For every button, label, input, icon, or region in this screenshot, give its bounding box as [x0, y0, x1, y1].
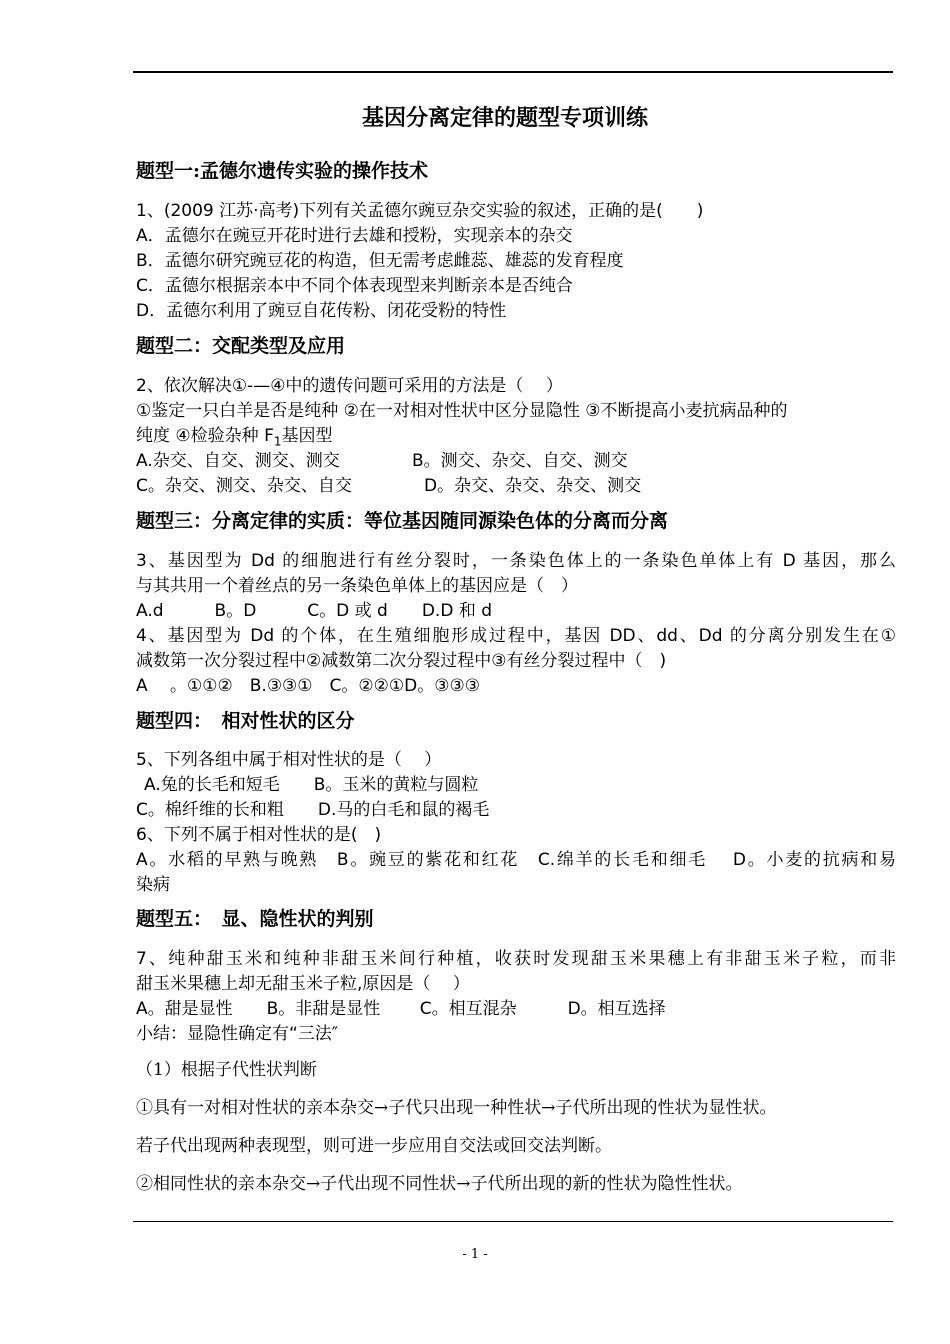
- question-2-items-line-1: ①鉴定一只白羊是否是纯种 ②在一对相对性状中区分显隐性 ③不断提高小麦抗病品种的: [136, 401, 788, 421]
- question-1-option-a: A．孟德尔在豌豆开花时进行去雄和授粉，实现亲本的杂交: [136, 226, 573, 246]
- question-5-stem: 5、下列各组中属于相对性状的是（ ）: [136, 750, 442, 770]
- page-number: - 1 -: [462, 1247, 488, 1262]
- summary-heading: 小结：显隐性确定有“三法″: [136, 1024, 339, 1044]
- question-2-option-c: C。杂交、测交、杂交、自交: [136, 476, 352, 496]
- section-heading-5: 题型五： 显、隐性状的判别: [136, 908, 374, 930]
- header-rule: [133, 71, 893, 73]
- question-3-stem-line-1: 3、基因型为 Dd 的细胞进行有丝分裂时，一条染色体上的一条染色单体上有 D 基因，那么: [136, 551, 896, 571]
- question-7-stem-line-1: 7、纯种甜玉米和纯种非甜玉米间行种植，收获时发现甜玉米果穗上有非甜玉米子粒，而非: [136, 949, 896, 969]
- question-3-options: A.d B。D C。D 或 d D.D 和 d: [136, 601, 493, 621]
- question-7-stem-line-2: 甜玉米果穗上却无甜玉米子粒,原因是（ ）: [136, 974, 470, 994]
- summary-rule-2: ②相同性状的亲本杂交→子代出现不同性状→子代所出现的新的性状为隐性性状。: [136, 1174, 743, 1194]
- question-2-option-d: D。杂交、杂交、杂交、测交: [424, 476, 642, 496]
- question-4-stem-line-1: 4、基因型为 Dd 的个体，在生殖细胞形成过程中，基因 DD、dd、Dd 的分离分别发生在①: [136, 626, 896, 646]
- question-1-option-b: B．孟德尔研究豌豆花的构造，但无需考虑雌蕊、雄蕊的发育程度: [136, 251, 624, 271]
- summary-point-1-title: （1）根据子代性状判断: [136, 1060, 317, 1080]
- question-6-options: A。水稻的早熟与晚熟 B。豌豆的紫花和红花 C.绵羊的长毛和细毛 D。小麦的抗病和易: [136, 850, 896, 870]
- question-2-stem: 2、依次解决①-—④中的遗传问题可采用的方法是（ ）: [136, 376, 563, 396]
- question-2-items-tail: 基因型: [281, 426, 333, 446]
- question-2-option-a: A.杂交、自交、测交、测交: [136, 451, 340, 471]
- question-7-options: A。甜是显性 B。非甜是显性 C。相互混杂 D。相互选择: [136, 999, 666, 1019]
- page-title: 基因分离定律的题型专项训练: [361, 105, 648, 131]
- question-4-stem-line-2: 减数第一次分裂过程中②减数第二次分裂过程中③有丝分裂过程中（ ): [136, 651, 667, 671]
- question-2-items-text: 纯度 ④检验杂种: [136, 426, 259, 446]
- summary-rule-1: ①具有一对相对性状的亲本杂交→子代只出现一种性状→子代所出现的性状为显性状。: [136, 1098, 777, 1118]
- question-5-options-cd: C。棉纤维的长和粗 D.马的白毛和鼠的褐毛: [136, 800, 490, 820]
- question-3-stem-line-2: 与其共用一个着丝点的另一条染色单体上的基因应是（ ）: [136, 576, 578, 596]
- question-1-option-c: C．孟德尔根据亲本中不同个体表现型来判断亲本是否纯合: [136, 276, 573, 296]
- question-6-options-wrap: 染病: [136, 875, 170, 895]
- question-4-options: A 。①①② B.③③① C。②②①D。③③③: [136, 676, 480, 696]
- footer-rule: [133, 1221, 893, 1222]
- section-heading-3: 题型三：分离定律的实质：等位基因随同源染色体的分离而分离: [136, 510, 669, 532]
- question-5-options-ab: A.兔的长毛和短毛 B。玉米的黄粒与圆粒: [144, 775, 479, 795]
- section-heading-4: 题型四： 相对性状的区分: [136, 710, 355, 732]
- question-6-stem: 6、下列不属于相对性状的是( ): [136, 825, 382, 845]
- f1-symbol: $F_1$: [264, 426, 282, 449]
- section-heading-1: 题型一:孟德尔遗传实验的操作技术: [136, 160, 429, 182]
- question-2-option-b: B。测交、杂交、自交、测交: [412, 451, 628, 471]
- question-1-option-d: D．孟德尔利用了豌豆自花传粉、闭花受粉的特性: [136, 301, 507, 321]
- section-heading-2: 题型二：交配类型及应用: [136, 335, 346, 357]
- question-1-stem: 1、(2009 江苏·高考)下列有关孟德尔豌豆杂交实验的叙述，正确的是( ): [136, 201, 704, 221]
- summary-rule-1-note: 若子代出现两种表现型，则可进一步应用自交法或回交法判断。: [136, 1136, 612, 1156]
